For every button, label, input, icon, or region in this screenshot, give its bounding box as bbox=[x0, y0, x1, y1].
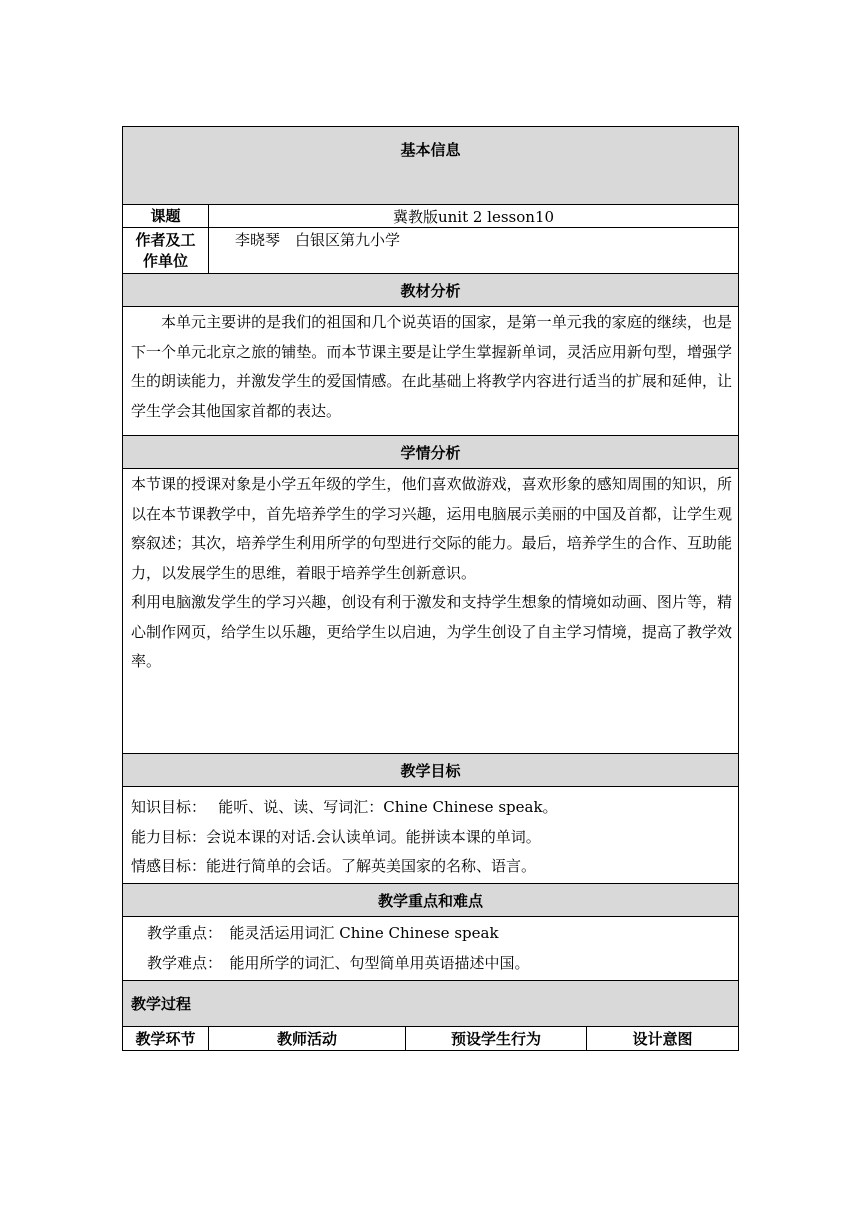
topic-label: 课题 bbox=[123, 205, 209, 228]
student-analysis-para1: 本节课的授课对象是小学五年级的学生，他们喜欢做游戏，喜欢形象的感知周围的知识，所以在本节课教学中，首先培养学生的学习兴趣，运用电脑展示美丽的中国及首都，让学生观察叙述；其次，培养学生利用所学的句型进行交际的能力。最后，培养学生的合作、互助能力，以发展学生的思维，着眼于培养学生创新意识。 bbox=[131, 475, 732, 582]
author-label-line1: 作者及工 bbox=[135, 230, 196, 249]
process-header: 教学过程 bbox=[123, 981, 739, 1027]
author-value: 李晓琴 白银区第九小学 bbox=[209, 228, 739, 274]
basic-info-header: 基本信息 bbox=[123, 127, 739, 205]
textbook-analysis-header: 教材分析 bbox=[123, 274, 739, 307]
ability-goal: 能力目标：会说本课的对话.会认读单词。能拼读本课的单词。 bbox=[131, 827, 541, 846]
teaching-focus: 教学重点： 能灵活运用词汇 Chine Chinese speak bbox=[147, 924, 499, 942]
author-label-line2: 作单位 bbox=[142, 251, 188, 270]
teaching-difficulty: 教学难点： 能用所学的词汇、句型简单用英语描述中国。 bbox=[147, 953, 530, 972]
process-col-student: 预设学生行为 bbox=[406, 1027, 587, 1051]
author-label bbox=[123, 228, 209, 274]
key-points-body bbox=[123, 917, 739, 981]
teaching-goals-header: 教学目标 bbox=[123, 754, 739, 787]
student-analysis-header: 学情分析 bbox=[123, 436, 739, 469]
key-points-header: 教学重点和难点 bbox=[123, 884, 739, 917]
lesson-plan-table bbox=[122, 126, 739, 1051]
lesson-plan-document bbox=[122, 126, 738, 1051]
process-col-stage: 教学环节 bbox=[123, 1027, 209, 1051]
process-col-teacher: 教师活动 bbox=[209, 1027, 406, 1051]
process-col-intent: 设计意图 bbox=[587, 1027, 739, 1051]
topic-value: 冀教版unit 2 lesson10 bbox=[209, 205, 739, 228]
textbook-analysis-text: 本单元主要讲的是我们的祖国和几个说英语的国家，是第一单元我的家庭的继续，也是下一个单元北京之旅的铺垫。而本节课主要是让学生掌握新单词，灵活应用新句型，增强学生的朗读能力，并激发学生的爱国情感。在此基础上将教学内容进行适当的扩展和延伸，让学生学会其他国家首都的表达。 bbox=[123, 307, 739, 436]
emotion-goal: 情感目标：能进行简单的会话。了解英美国家的名称、语言。 bbox=[131, 857, 537, 875]
knowledge-goal: 知识目标： 能听、说、读、写词汇：Chine Chinese speak。 bbox=[131, 798, 558, 816]
student-analysis-para2: 利用电脑激发学生的学习兴趣，创设有利于激发和支持学生想象的情境如动画、图片等，精心制作网页，给学生以乐趣，更给学生以启迪，为学生创设了自主学习情境，提高了教学效率。 bbox=[131, 593, 732, 670]
teaching-goals-body bbox=[123, 787, 739, 884]
student-analysis-body bbox=[123, 469, 739, 754]
